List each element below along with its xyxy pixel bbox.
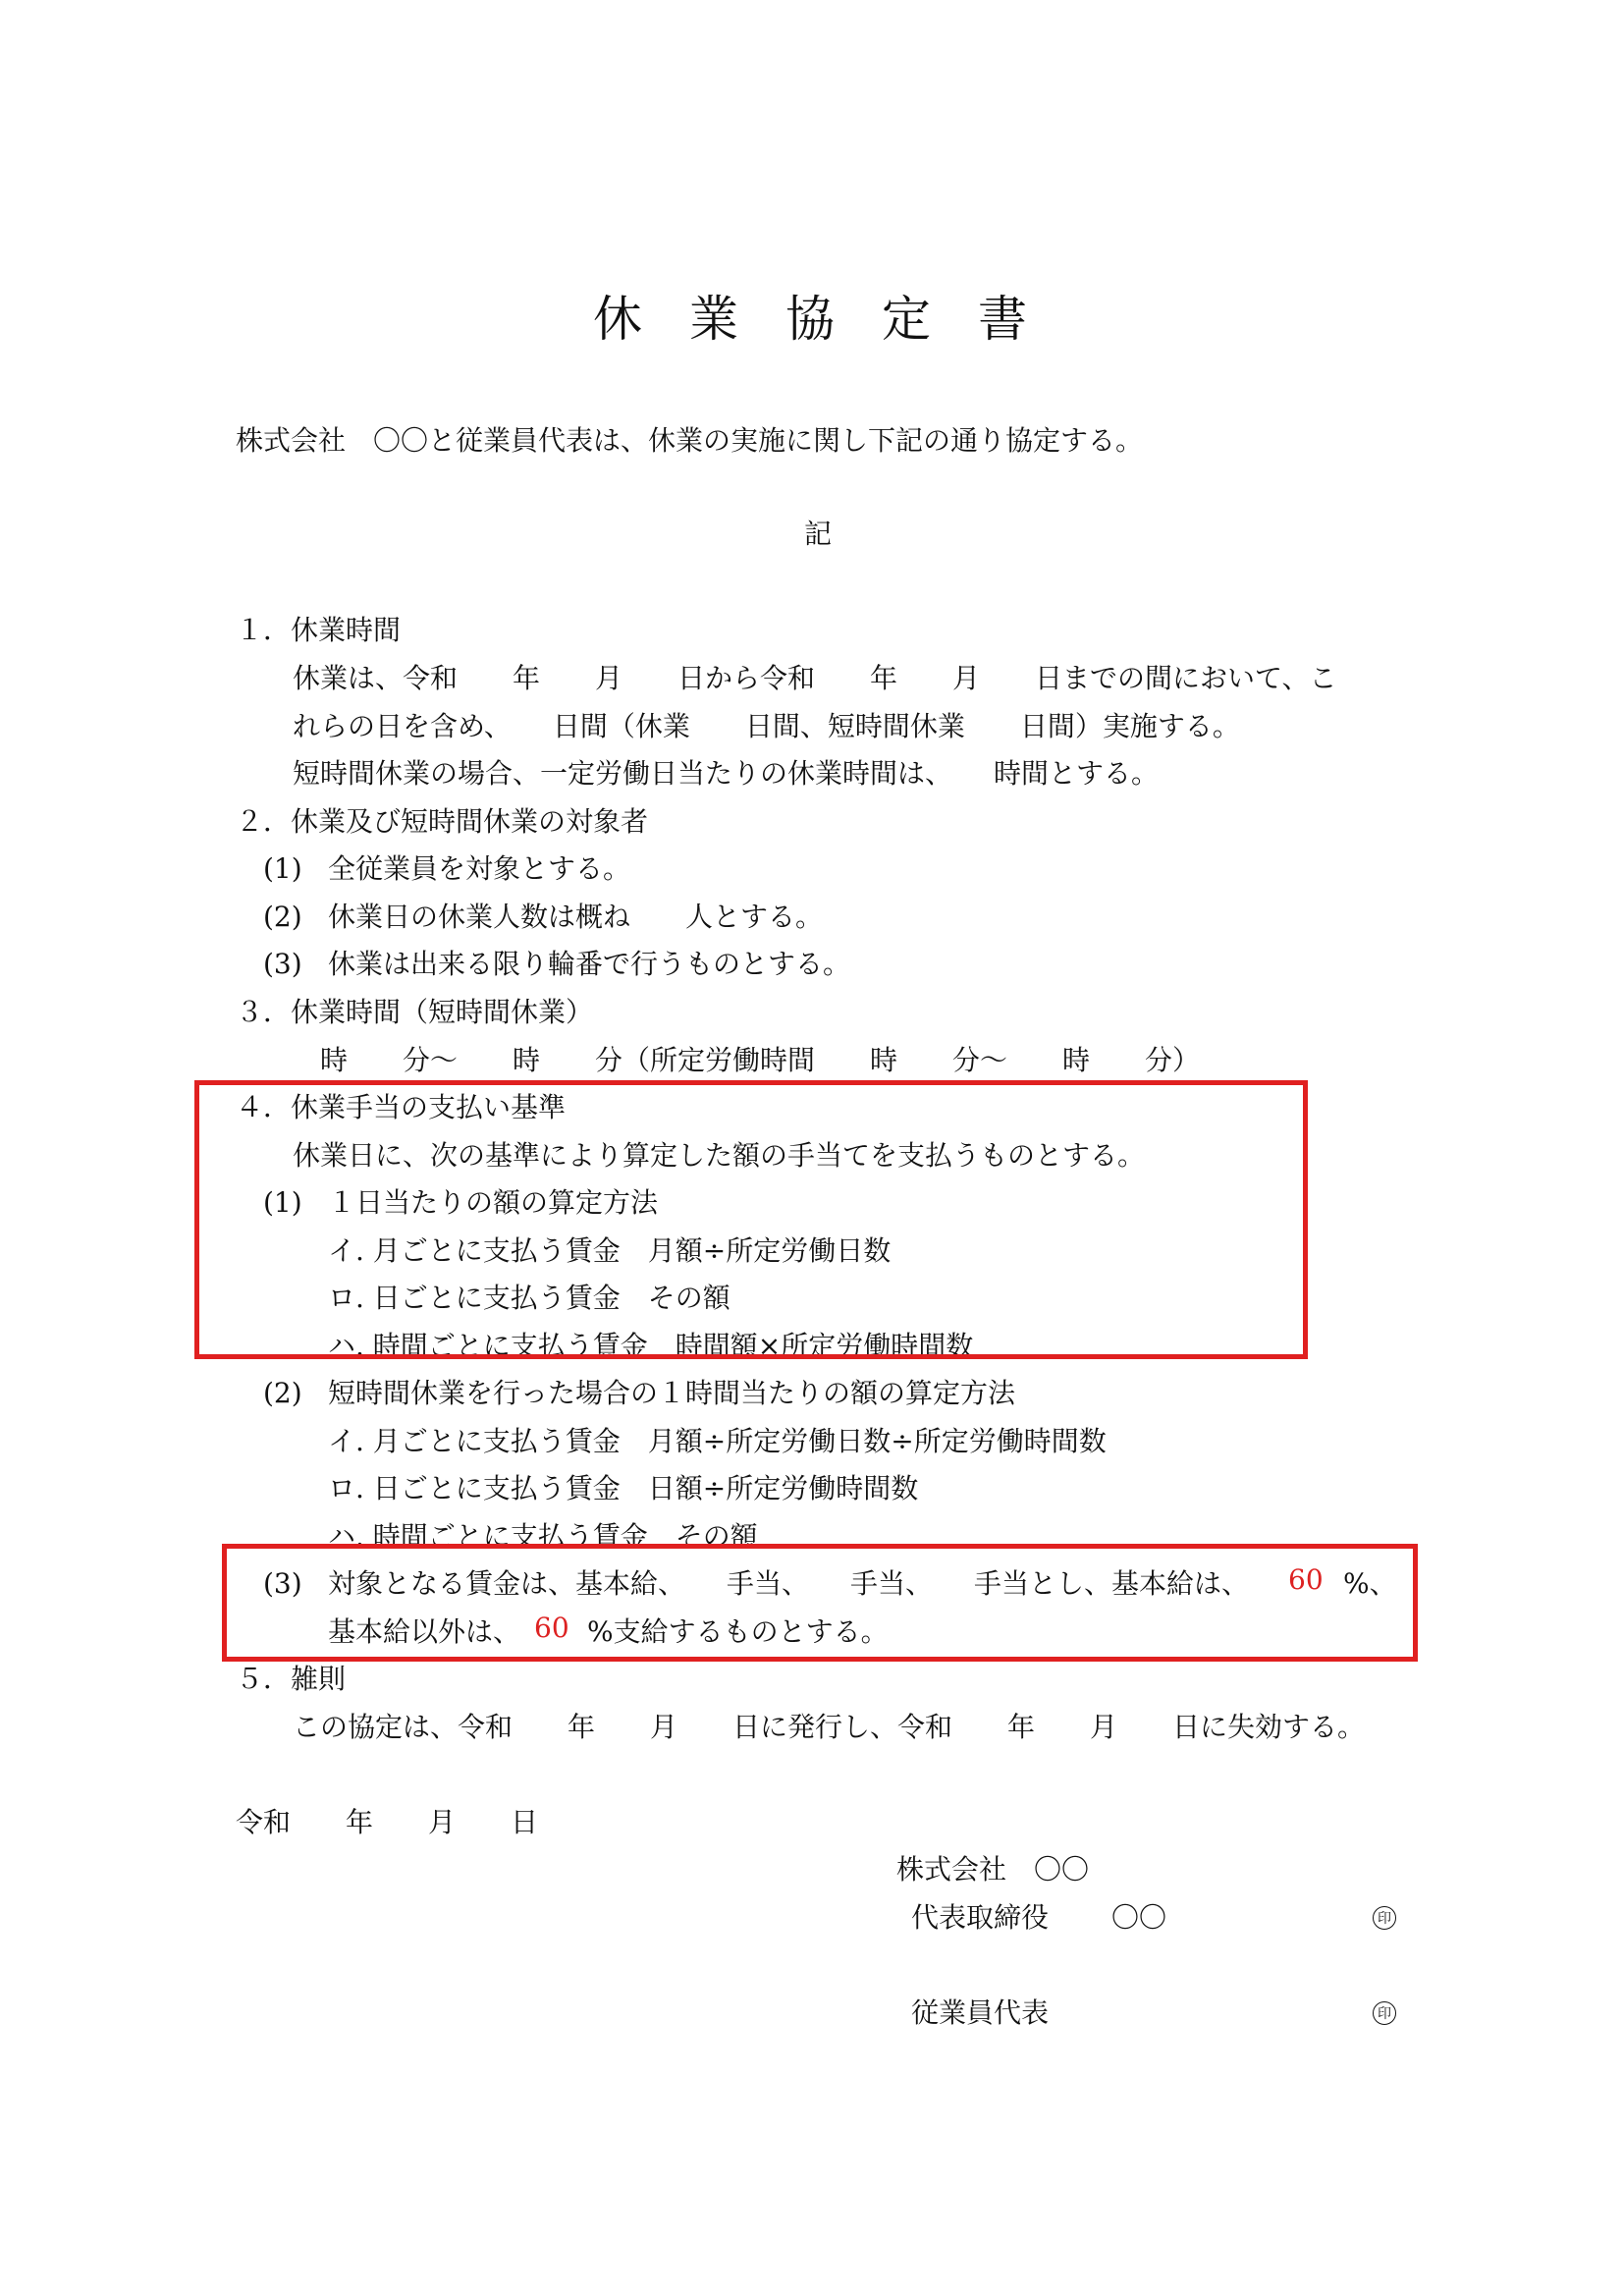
section-3-heading: ３．休業時間（短時間休業） [236,996,594,1028]
document-title: 休業協定書 [593,291,1074,348]
section-4-item-1-c: ハ. 時間ごとに支払う賃金 時間額×所定労働時間数 [328,1330,974,1362]
highlight-box-wage-rates [222,1544,1418,1662]
section-2-item-1-number: (1) [263,852,302,885]
highlight-box-payment-criteria [194,1080,1308,1362]
company-name: 株式会社 〇〇 [896,1853,1090,1886]
section-2-item-3: 休業は出来る限り輪番で行うものとする。 [328,948,851,980]
section-2-item-2: 休業日の休業人数は概ね 人とする。 [328,901,824,933]
section-4-item-3-number: (3) [263,1567,302,1600]
section-4-item-2-number: (2) [263,1377,302,1409]
section-4-item-1-a: イ. 月ごとに支払う賃金 月額÷所定労働日数 [328,1234,892,1267]
section-2-item-1: 全従業員を対象とする。 [328,852,631,885]
section-3-line-1: 時 分～ 時 分（所定労働時間 時 分～ 時 分） [320,1044,1201,1076]
section-1-line-1: 休業は、令和 年 月 日から令和 年 月 日までの間において、こ [293,662,1337,694]
section-1-line-3: 短時間休業の場合、一定労働日当たりの休業時間は、 時間とする。 [293,757,1160,790]
representative-title: 代表取締役 [911,1901,1050,1934]
section-4-item-1: １日当たりの額の算定方法 [328,1186,659,1219]
base-salary-rate-value: 60 [1288,1563,1324,1596]
other-wage-rate-value: 60 [534,1612,569,1644]
representative-name: 〇〇 [1111,1901,1167,1934]
section-4-item-2: 短時間休業を行った場合の１時間当たりの額の算定方法 [328,1377,1016,1409]
section-4-item-2-c: ハ. 時間ごとに支払う賃金 その額 [328,1520,758,1553]
section-2-item-3-number: (3) [263,948,302,980]
base-salary-rate-suffix: %、 [1343,1567,1397,1600]
intro-text: 株式会社 〇〇と従業員代表は、休業の実施に関し下記の通り協定する。 [236,424,1144,457]
section-4-item-2-b: ロ. 日ごとに支払う賃金 日額÷所定労働時間数 [328,1472,919,1504]
section-4-item-3-line-b: 基本給以外は、 [328,1615,521,1648]
other-wage-rate-suffix: %支給するものとする。 [587,1615,889,1648]
employee-representative-label: 従業員代表 [911,1996,1050,2029]
section-4-item-1-b: ロ. 日ごとに支払う賃金 その額 [328,1282,730,1314]
section-5-heading: ５．雑則 [236,1663,347,1695]
section-4-line-1: 休業日に、次の基準により算定した額の手当てを支払うものとする。 [293,1139,1146,1172]
ki-heading: 記 [804,518,833,550]
section-2-heading: ２．休業及び短時間休業の対象者 [236,805,649,838]
section-4-item-1-number: (1) [263,1186,302,1219]
section-5-line-1: この協定は、令和 年 月 日に発行し、令和 年 月 日に失効する。 [293,1711,1366,1743]
section-1-line-2: れらの日を含め、 日間（休業 日間、短時間休業 日間）実施する。 [293,710,1240,742]
section-4-heading: ４．休業手当の支払い基準 [236,1091,567,1123]
signature-date: 令和 年 月 日 [236,1806,539,1838]
section-1-heading: １．休業時間 [236,614,402,646]
seal-mark-icon: 印 [1373,1906,1396,1930]
seal-mark-icon: 印 [1373,2001,1396,2025]
section-4-item-3-line-a: 対象となる賃金は、基本給、 手当、 手当、 手当とし、基本給は、 [328,1567,1250,1600]
section-2-item-2-number: (2) [263,901,302,933]
section-4-item-2-a: イ. 月ごとに支払う賃金 月額÷所定労働日数÷所定労働時間数 [328,1425,1107,1457]
